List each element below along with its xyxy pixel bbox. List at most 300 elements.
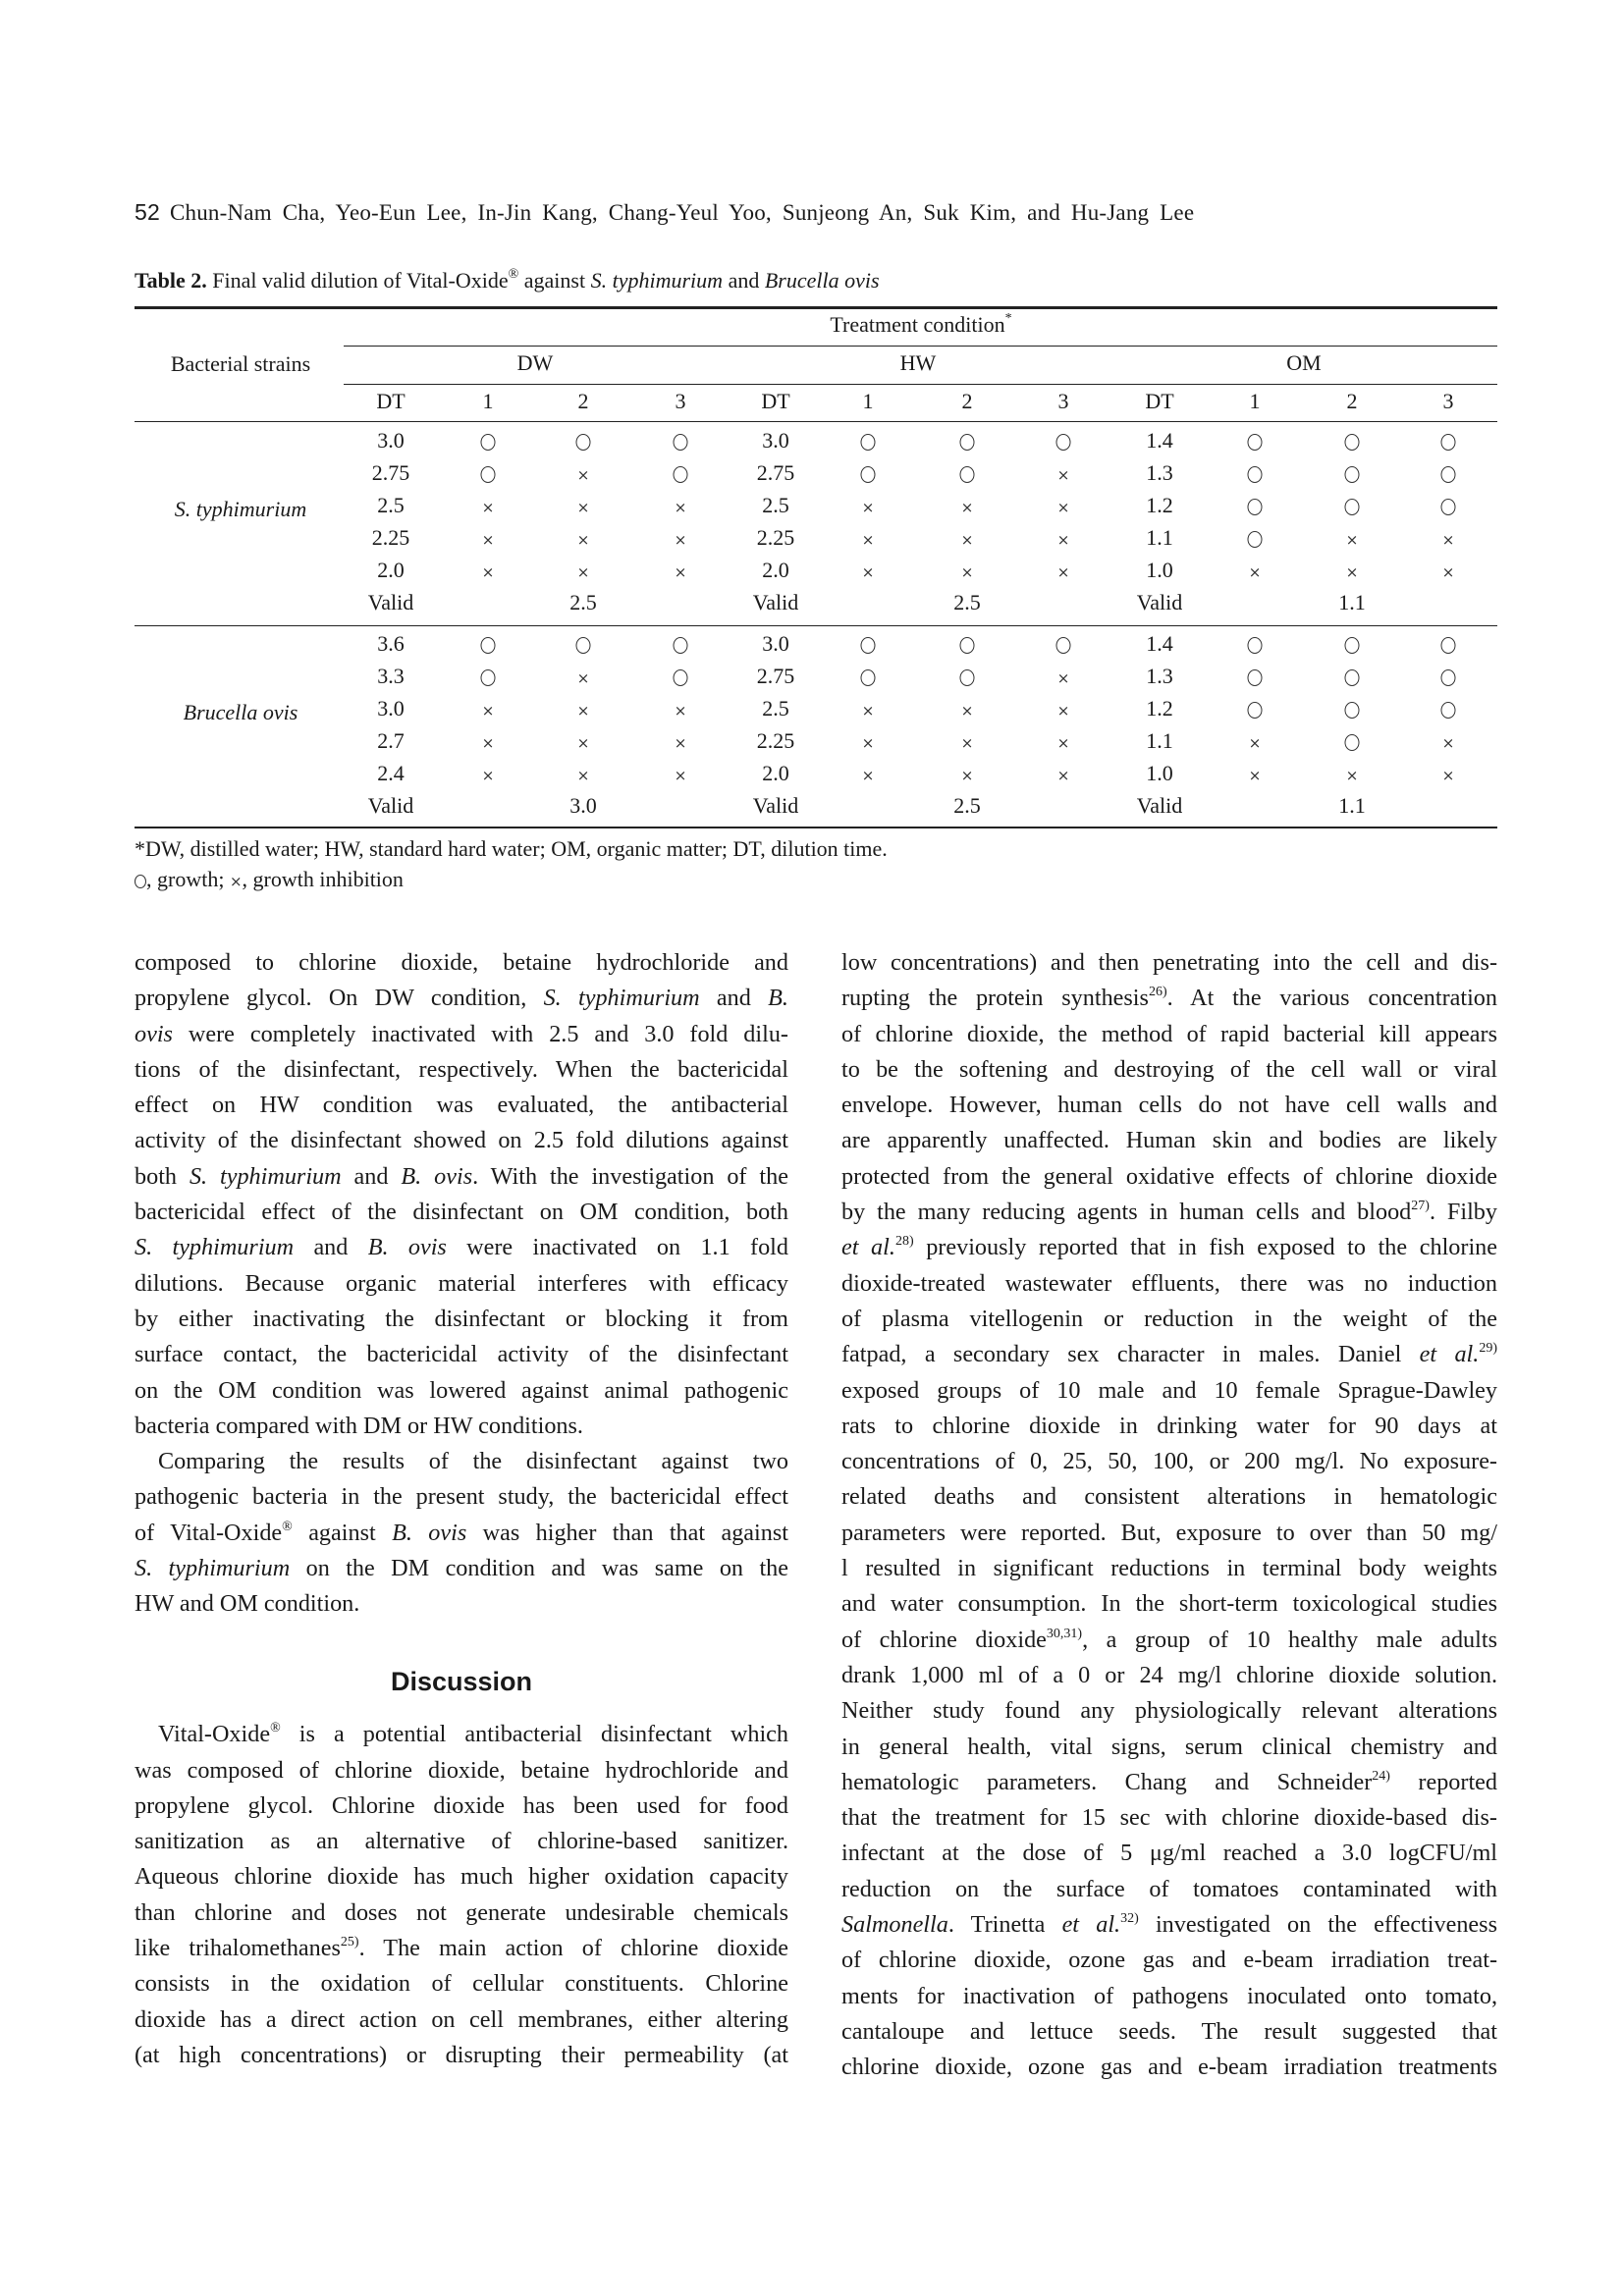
cross-icon: ×: [1345, 563, 1359, 581]
inhibition-icon: [577, 696, 590, 723]
growth-icon: [674, 664, 688, 689]
growth-icon: [861, 631, 876, 657]
text-line: sanitization as an alternative of chlorine-based sanitizer.: [135, 1828, 788, 1855]
author-list: Chun-Nam Cha, Yeo-Eun Lee, In-Jin Kang, Chang-Yeul Yoo, Sunjeong An, Suk Kim, and Hu-Jang Lee: [169, 200, 1195, 225]
stub-header: Bacterial strains: [170, 351, 311, 376]
inhibition-icon: [675, 558, 687, 585]
inhibition-icon: [961, 525, 974, 553]
cross-icon: ×: [1248, 563, 1262, 581]
cross-icon: ×: [481, 531, 495, 549]
dilution-time-value: 1.1: [1146, 728, 1173, 753]
cross-icon: ×: [960, 702, 974, 720]
growth-icon: [481, 664, 496, 689]
circle-icon: [576, 637, 591, 654]
inhibition-icon: [482, 525, 495, 553]
dilution-time-value: 1.2: [1146, 493, 1173, 517]
circle-icon: [1345, 702, 1360, 719]
growth-icon: [481, 460, 496, 486]
header-bottom-rule: [135, 421, 1497, 422]
text-line: propylene glycol. Chlorine dioxide has been used for food: [135, 1791, 788, 1819]
text-line: Aqueous chlorine dioxide has much higher oxidation capacity: [135, 1863, 788, 1891]
inhibition-icon: [482, 761, 495, 788]
circle-icon: [1441, 669, 1456, 686]
circle-icon: [1345, 637, 1360, 654]
inhibition-icon: [577, 460, 590, 488]
circle-icon: [1248, 702, 1263, 719]
text-line: like trihalomethanes$^{25)}$. The main action of chlorine dioxide: [135, 1935, 789, 1962]
text-line: both S. typhimurium and B. ovis. With the investigation of the: [135, 1162, 788, 1190]
circle-icon: [1345, 434, 1360, 451]
circle-icon: [481, 434, 496, 451]
growth-icon: [481, 428, 496, 454]
circle-icon: [960, 637, 975, 654]
inhibition-icon: [482, 696, 495, 723]
text-line: bacteria compared with DM or HW conditions.: [135, 1412, 583, 1439]
inhibition-icon: [675, 728, 687, 756]
subheader-dw-3: 3: [675, 389, 686, 413]
growth-icon: [1441, 428, 1456, 454]
circle-icon: [1441, 499, 1456, 515]
text-line: l resulted in significant reductions in terminal body weights: [841, 1555, 1497, 1582]
valid-dilution-value: 3.0: [569, 793, 597, 818]
group-separator-rule: [135, 625, 1497, 626]
cross-icon: ×: [481, 563, 495, 581]
inhibition-icon: [1442, 525, 1455, 553]
cross-icon: ×: [576, 466, 590, 484]
cross-icon: ×: [481, 702, 495, 720]
growth-icon: [576, 428, 591, 454]
growth-icon: [1345, 493, 1360, 518]
dilution-time-value: 2.0: [762, 761, 789, 785]
cross-icon: ×: [960, 767, 974, 784]
cross-icon: ×: [576, 563, 590, 581]
cross-icon: ×: [1056, 734, 1070, 752]
cross-icon: ×: [674, 702, 687, 720]
running-head: [135, 199, 1194, 226]
growth-icon: [1248, 493, 1263, 518]
inhibition-icon: [1057, 558, 1070, 585]
subheader-om-3: 3: [1442, 389, 1454, 413]
subheader-dw-2: 2: [577, 389, 589, 413]
growth-icon: [674, 428, 688, 454]
text-line: tions of the disinfectant, respectively. When the bactericidal: [135, 1055, 788, 1083]
inhibition-icon: [482, 558, 495, 585]
text-line: cantaloupe and lettuce seeds. The result suggested that: [841, 2017, 1497, 2045]
text-line: Comparing the results of the disinfectant against two: [158, 1448, 788, 1475]
inhibition-icon: [1249, 728, 1262, 756]
inhibition-icon: [675, 525, 687, 553]
circle-icon: [674, 637, 688, 654]
text-line: than chlorine and doses not generate undesirable chemicals: [135, 1898, 788, 1926]
growth-icon: [960, 664, 975, 689]
dilution-time-value: 2.25: [756, 728, 795, 753]
growth-icon: [861, 460, 876, 486]
subheader-hw-2: 2: [961, 389, 973, 413]
growth-icon: [1248, 525, 1263, 551]
dilution-time-value: 1.3: [1146, 664, 1173, 688]
text-line: propylene glycol. On DW condition, S. typhimurium and B.: [135, 985, 788, 1012]
subheader-dw-dt: DT: [376, 389, 406, 413]
text-line: infectant at the dose of 5 μg/ml reached a 3.0 logCFU/ml: [841, 1840, 1497, 1867]
valid-dilution-value: 2.5: [569, 590, 597, 614]
dilution-time-value: 2.75: [756, 664, 795, 688]
dilution-time-value: 3.0: [762, 631, 789, 656]
cross-icon: ×: [960, 531, 974, 549]
dilution-time-value: 2.75: [371, 460, 410, 485]
circle-icon: [674, 434, 688, 451]
growth-icon: [960, 460, 975, 486]
growth-icon: [1056, 631, 1071, 657]
discussion-text-continued: [841, 945, 1497, 2086]
inhibition-icon: [1057, 493, 1070, 520]
dilution-time-value: 2.7: [377, 728, 405, 753]
circle-icon: [1248, 466, 1263, 483]
growth-icon: [1441, 460, 1456, 486]
cross-icon: ×: [1056, 563, 1070, 581]
subheader-om-dt: DT: [1145, 389, 1174, 413]
subheader-hw-1: 1: [862, 389, 874, 413]
valid-label: Valid: [1136, 793, 1183, 818]
results-text: [135, 945, 788, 1623]
growth-icon: [1441, 664, 1456, 689]
cross-icon: ×: [1056, 531, 1070, 549]
text-line: (at high concentrations) or disrupting their permeability (at: [135, 2041, 788, 2068]
cross-icon: ×: [960, 563, 974, 581]
inhibition-icon: [862, 728, 875, 756]
condition-header-om: OM: [1286, 350, 1322, 375]
subheader-hw-3: 3: [1057, 389, 1069, 413]
inhibition-icon: [482, 728, 495, 756]
cross-icon: ×: [674, 531, 687, 549]
inhibition-icon: [482, 493, 495, 520]
circle-icon: [1248, 499, 1263, 515]
circle-icon: [481, 637, 496, 654]
cross-icon: ×: [576, 767, 590, 784]
inhibition-icon: [1249, 761, 1262, 788]
text-line: parameters were reported. But, exposure to over than 50 mg/: [841, 1519, 1497, 1546]
circle-icon: [960, 466, 975, 483]
inhibition-icon: [1057, 761, 1070, 788]
inhibition-icon: [1249, 558, 1262, 585]
cross-icon: ×: [576, 669, 590, 687]
inhibition-icon: [862, 696, 875, 723]
dilution-time-value: 1.4: [1146, 428, 1173, 453]
cross-icon: ×: [674, 563, 687, 581]
growth-icon: [576, 631, 591, 657]
strain-label: S. typhimurium: [174, 496, 307, 521]
inhibition-icon: [577, 558, 590, 585]
text-line: chlorine dioxide, ozone gas and e-beam irradiation treatments: [841, 2054, 1497, 2081]
dilution-time-value: 1.3: [1146, 460, 1173, 485]
inhibition-icon: [1346, 525, 1359, 553]
growth-icon: [960, 428, 975, 454]
cross-icon: ×: [1056, 499, 1070, 516]
subheader-om-2: 2: [1346, 389, 1358, 413]
inhibition-icon: [961, 696, 974, 723]
cross-icon: ×: [674, 734, 687, 752]
text-line: effect on HW condition was evaluated, the antibacterial: [135, 1092, 788, 1119]
valid-dilution-value: 2.5: [953, 793, 981, 818]
text-line: protected from the general oxidative effects of chlorine dioxide: [841, 1162, 1497, 1190]
table-label: Table 2.: [135, 268, 207, 293]
growth-icon: [481, 631, 496, 657]
text-line: S. typhimurium and B. ovis were inactivated on 1.1 fold: [135, 1234, 788, 1261]
growth-icon: [674, 631, 688, 657]
text-line: in general health, vital signs, serum clinical chemistry and: [841, 1733, 1497, 1760]
dilution-time-value: 2.5: [762, 493, 789, 517]
text-line: of plasma vitellogenin or reduction in the weight of the: [841, 1305, 1497, 1332]
inhibition-icon: [1057, 696, 1070, 723]
discussion-text: [135, 1717, 788, 2073]
circle-icon: [1248, 531, 1263, 548]
text-line: by the many reducing agents in human cells and blood$^{27)}$. Filby: [841, 1199, 1497, 1226]
text-line: drank 1,000 ml of a 0 or 24 mg/l chlorine dioxide solution.: [841, 1661, 1497, 1688]
text-line: dioxide has a direct action on cell membranes, either altering: [135, 2005, 788, 2033]
dilution-time-value: 1.0: [1146, 761, 1173, 785]
cross-icon: ×: [861, 531, 875, 549]
table-top-rule: [135, 306, 1497, 309]
inhibition-symbol-icon: ×: [229, 873, 243, 890]
circle-icon: [674, 669, 688, 686]
circle-icon: [481, 466, 496, 483]
text-line: by either inactivating the disinfectant or blocking it from: [135, 1305, 788, 1332]
dilution-time-value: 3.6: [377, 631, 405, 656]
strain-label: Brucella ovis: [183, 699, 298, 724]
circle-icon: [861, 434, 876, 451]
valid-dilution-value: 1.1: [1338, 590, 1366, 614]
table-caption: Table 2. Final valid dilution of Vital-Oxide® against S. typhimurium and Brucella ovis: [135, 267, 880, 293]
inhibition-icon: [675, 761, 687, 788]
cross-icon: ×: [1248, 767, 1262, 784]
circle-icon: [861, 637, 876, 654]
text-line: consists in the oxidation of cellular constituents. Chlorine: [135, 1970, 788, 1998]
inhibition-icon: [961, 761, 974, 788]
growth-icon: [960, 631, 975, 657]
circle-icon: [1056, 434, 1071, 451]
text-line: are apparently unaffected. Human skin and bodies are likely: [841, 1127, 1497, 1154]
dilution-time-value: 2.75: [756, 460, 795, 485]
circle-icon: [481, 669, 496, 686]
growth-icon: [1248, 631, 1263, 657]
growth-icon: [1345, 696, 1360, 721]
circle-icon: [1345, 669, 1360, 686]
growth-icon: [1345, 631, 1360, 657]
subheader-dw-1: 1: [482, 389, 494, 413]
circle-icon: [1248, 669, 1263, 686]
cross-icon: ×: [576, 702, 590, 720]
cross-icon: ×: [1056, 702, 1070, 720]
inhibition-icon: [1057, 728, 1070, 756]
text-line: exposed groups of 10 male and 10 female Sprague-Dawley: [841, 1376, 1497, 1404]
dilution-time-value: 3.0: [377, 428, 405, 453]
inhibition-icon: [1057, 460, 1070, 488]
subheader-hw-dt: DT: [761, 389, 790, 413]
text-line: bactericidal effect of the disinfectant on OM condition, both: [135, 1199, 788, 1226]
circle-icon: [1345, 466, 1360, 483]
cross-icon: ×: [576, 499, 590, 516]
text-line: of Vital-Oxide® against B. ovis was higher than that against: [135, 1519, 788, 1546]
text-line: envelope. However, human cells do not have cell walls and: [841, 1092, 1497, 1119]
subheader-om-1: 1: [1249, 389, 1261, 413]
spanner-header: Treatment condition*: [830, 311, 1012, 337]
cross-icon: ×: [1056, 669, 1070, 687]
page-number: 52: [135, 199, 160, 225]
text-line: ovis were completely inactivated with 2.5 and 3.0 fold dilu-: [135, 1020, 788, 1047]
dilution-time-value: 2.0: [377, 558, 405, 582]
valid-label: Valid: [752, 590, 799, 614]
text-line: surface contact, the bactericidal activity of the disinfectant: [135, 1341, 788, 1368]
condition-header-dw: DW: [516, 350, 554, 375]
dilution-time-value: 1.1: [1146, 525, 1173, 550]
text-line: rats to chlorine dioxide in drinking water for 90 days at: [841, 1412, 1497, 1439]
text-line: to be the softening and destroying of the cell wall or viral: [841, 1055, 1497, 1083]
inhibition-icon: [577, 493, 590, 520]
text-line: dioxide-treated wastewater effluents, there was no induction: [841, 1269, 1497, 1297]
inhibition-icon: [1442, 728, 1455, 756]
table-footnote-symbols: , growth; ×, growth inhibition: [135, 867, 404, 892]
growth-icon: [1056, 428, 1071, 454]
inhibition-icon: [577, 664, 590, 691]
inhibition-icon: [961, 493, 974, 520]
growth-icon: [1248, 696, 1263, 721]
valid-label: Valid: [367, 590, 414, 614]
inhibition-icon: [675, 493, 687, 520]
inhibition-icon: [675, 696, 687, 723]
circle-icon: [576, 434, 591, 451]
circle-icon: [1056, 637, 1071, 654]
inhibition-icon: [961, 558, 974, 585]
inhibition-icon: [1346, 558, 1359, 585]
cross-icon: ×: [576, 531, 590, 549]
cross-icon: ×: [1056, 466, 1070, 484]
text-line: ments for inactivation of pathogens inoculated onto tomato,: [841, 1982, 1497, 2009]
growth-icon: [1345, 460, 1360, 486]
dilution-time-value: 2.5: [762, 696, 789, 721]
dilution-time-value: 1.4: [1146, 631, 1173, 656]
text-line: pathogenic bacteria in the present study, the bactericidal effect: [135, 1483, 788, 1511]
valid-dilution-value: 2.5: [953, 590, 981, 614]
inhibition-icon: [577, 525, 590, 553]
inhibition-icon: [577, 761, 590, 788]
circle-icon: [1248, 637, 1263, 654]
text-line: that the treatment for 15 sec with chlorine dioxide-based dis-: [841, 1804, 1497, 1832]
cross-icon: ×: [576, 734, 590, 752]
circle-icon: [1248, 434, 1263, 451]
text-line: fatpad, a secondary sex character in males. Daniel et al.$^{29)}$: [841, 1341, 1497, 1368]
circle-icon: [1441, 702, 1456, 719]
cross-icon: ×: [481, 499, 495, 516]
circle-icon: [1441, 466, 1456, 483]
inhibition-icon: [1057, 664, 1070, 691]
growth-icon: [1345, 664, 1360, 689]
text-line: hematologic parameters. Chang and Schneider$^{24)}$ reported: [841, 1768, 1498, 1795]
text-line: Neither study found any physiologically relevant alterations: [841, 1697, 1497, 1725]
valid-label: Valid: [1136, 590, 1183, 614]
cross-icon: ×: [960, 734, 974, 752]
growth-icon: [1441, 631, 1456, 657]
section-heading-discussion: Discussion: [390, 1666, 533, 1696]
cross-icon: ×: [861, 767, 875, 784]
table-footnote-abbreviations: *DW, distilled water; HW, standard hard water; OM, organic matter; DT, dilution time.: [135, 836, 888, 861]
dilution-time-value: 1.2: [1146, 696, 1173, 721]
right-column: [841, 945, 1497, 2086]
inhibition-icon: [577, 728, 590, 756]
spanner-rule: [344, 346, 1497, 347]
text-line: related deaths and consistent alterations in hematologic: [841, 1483, 1497, 1511]
cross-icon: ×: [861, 702, 875, 720]
cross-icon: ×: [674, 499, 687, 516]
circle-icon: [674, 466, 688, 483]
text-line: activity of the disinfectant showed on 2.5 fold dilutions against: [135, 1127, 788, 1154]
text-line: rupting the protein synthesis$^{26)}$. At the various concentration: [841, 985, 1497, 1012]
circle-icon: [861, 466, 876, 483]
left-column: [135, 945, 788, 2073]
inhibition-icon: [961, 728, 974, 756]
cross-icon: ×: [1345, 767, 1359, 784]
dilution-time-value: 2.0: [762, 558, 789, 582]
circle-icon: [960, 669, 975, 686]
growth-icon: [1441, 493, 1456, 518]
growth-icon: [1345, 428, 1360, 454]
cross-icon: ×: [1056, 767, 1070, 784]
inhibition-icon: [862, 493, 875, 520]
dilution-time-value: 2.25: [756, 525, 795, 550]
text-line: of chlorine dioxide, ozone gas and e-beam irradiation treat-: [841, 1947, 1497, 1974]
cross-icon: ×: [481, 767, 495, 784]
valid-dilution-value: 1.1: [1338, 793, 1366, 818]
inhibition-icon: [862, 761, 875, 788]
growth-icon: [1248, 428, 1263, 454]
inhibition-icon: [1057, 525, 1070, 553]
dilution-time-value: 3.3: [377, 664, 405, 688]
text-line: was composed of chlorine dioxide, betaine hydrochloride and: [135, 1756, 788, 1784]
cross-icon: ×: [861, 499, 875, 516]
circle-icon: [960, 434, 975, 451]
dilution-time-value: 1.0: [1146, 558, 1173, 582]
cross-icon: ×: [481, 734, 495, 752]
valid-label: Valid: [752, 793, 799, 818]
circle-icon: [1441, 434, 1456, 451]
dilution-time-value: 3.0: [762, 428, 789, 453]
dilution-time-value: 3.0: [377, 696, 405, 721]
growth-icon: [1345, 728, 1360, 754]
circle-icon: [1345, 734, 1360, 751]
inhibition-icon: [862, 558, 875, 585]
dilution-time-value: 2.4: [377, 761, 405, 785]
cross-icon: ×: [674, 767, 687, 784]
text-line: composed to chlorine dioxide, betaine hydrochloride and: [135, 949, 788, 976]
text-line: et al.$^{28)}$ previously reported that in fish exposed to the chlorine: [841, 1234, 1497, 1261]
inhibition-icon: [1442, 558, 1455, 585]
text-line: Vital-Oxide® is a potential antibacterial disinfectant which: [158, 1721, 788, 1748]
cross-icon: ×: [1441, 767, 1455, 784]
cross-icon: ×: [1441, 734, 1455, 752]
condition-rule: [344, 384, 1497, 385]
dilution-time-value: 2.5: [377, 493, 405, 517]
dilution-time-value: 2.25: [371, 525, 410, 550]
growth-icon: [1441, 696, 1456, 721]
cross-icon: ×: [1248, 734, 1262, 752]
growth-icon: [674, 460, 688, 486]
table-bottom-rule: [135, 827, 1497, 828]
condition-header-hw: HW: [899, 350, 937, 375]
text-line: dilutions. Because organic material interferes with efficacy: [135, 1269, 788, 1297]
growth-symbol-icon: [135, 875, 146, 888]
cross-icon: ×: [861, 563, 875, 581]
text-line: of chlorine dioxide, the method of rapid bacterial kill appears: [841, 1020, 1497, 1047]
text-line: reduction on the surface of tomatoes contaminated with: [841, 1875, 1497, 1902]
text-line: HW and OM condition.: [135, 1590, 360, 1618]
